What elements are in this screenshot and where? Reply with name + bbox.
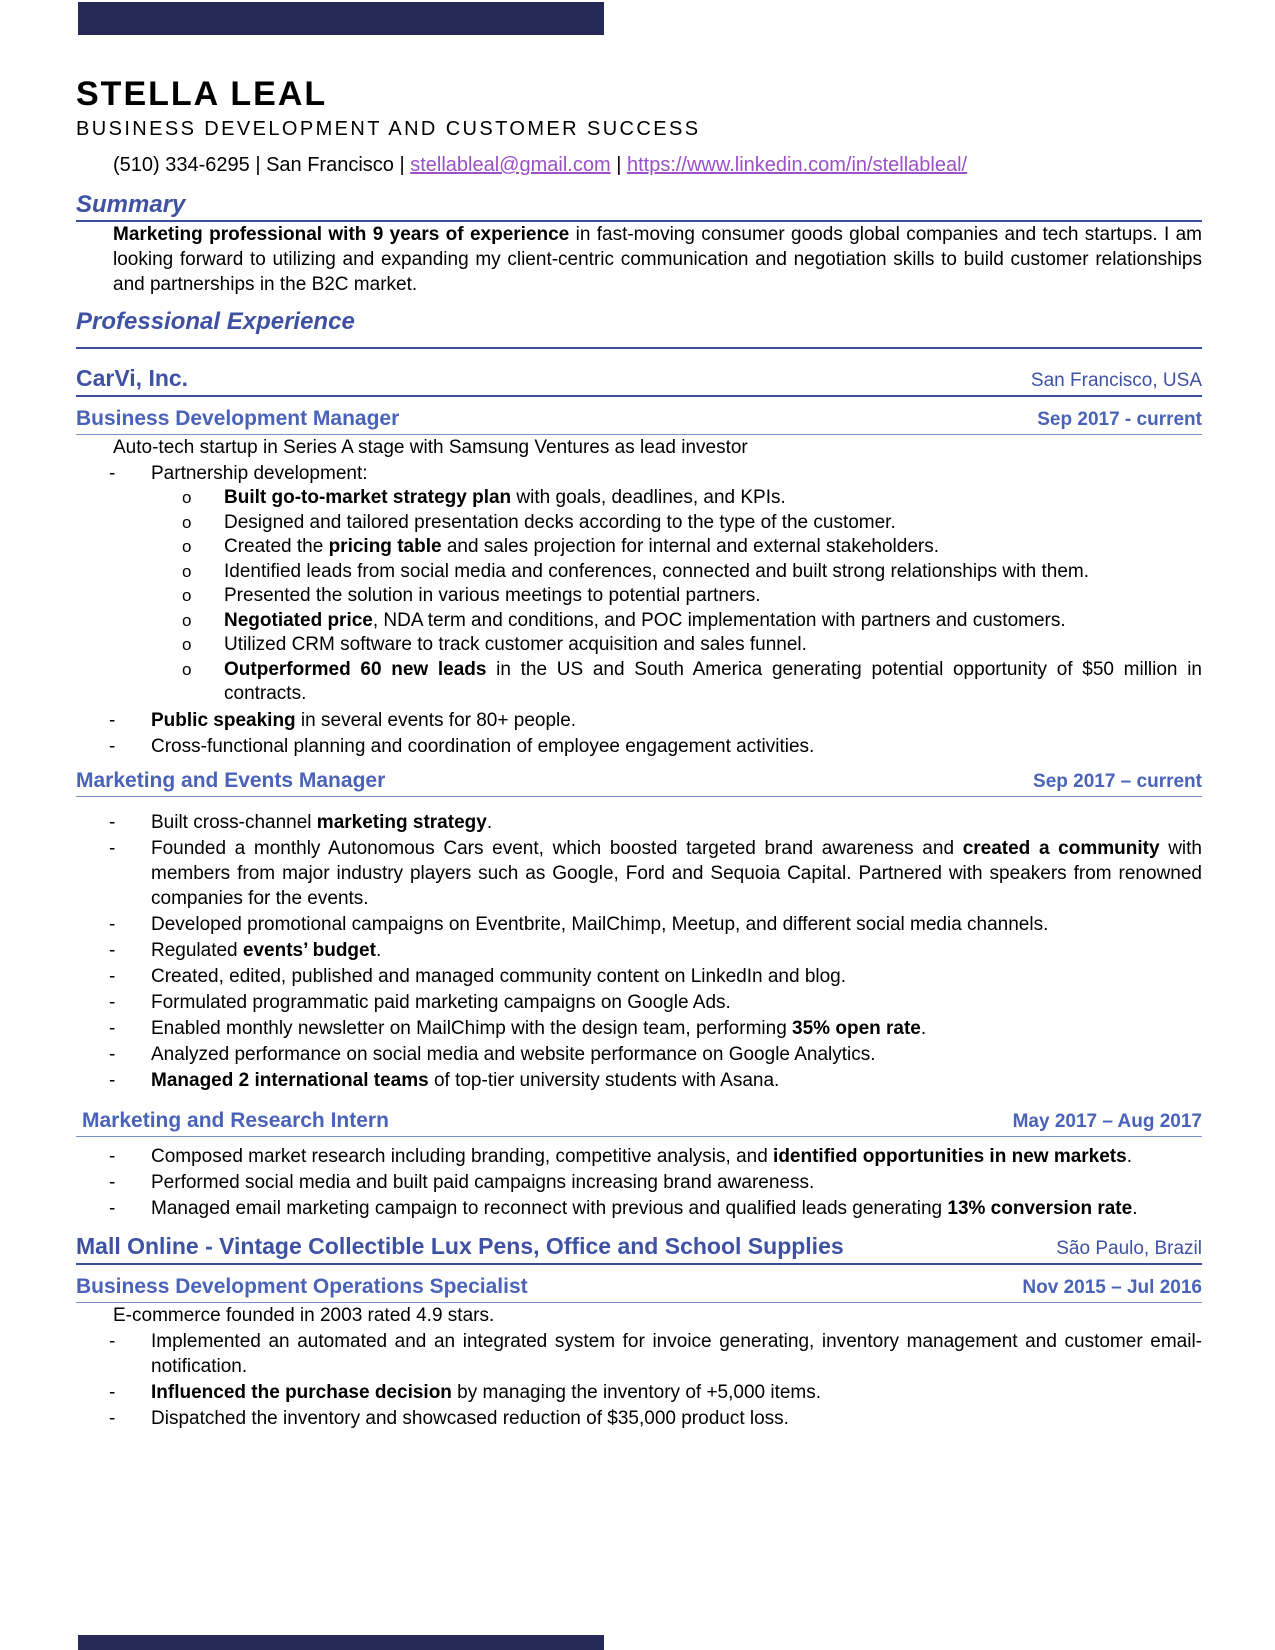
dash-marker: - [109, 1197, 116, 1219]
candidate-name: STELLA LEAL [76, 75, 328, 113]
role-title: Business Development Manager [76, 407, 400, 430]
item-text: . [920, 1017, 927, 1039]
phone-location: (510) 334-6295 | San Francisco | [113, 154, 405, 176]
list-item [76, 810, 1202, 835]
summary-lead: Marketing professional with 9 years of experience [113, 224, 570, 245]
sub-list-item [76, 560, 1202, 585]
list-item [76, 1170, 1202, 1195]
bold-text: Outperformed 60 new leads [224, 658, 487, 680]
list-item [76, 1068, 1202, 1093]
item-text: Managed email marketing campaign to reconnect with previous and qualified leads generating [151, 1197, 948, 1219]
experience-heading: Professional Experience [76, 307, 1202, 349]
item-text: Utilized CRM software to track customer acquisition and sales funnel. [224, 634, 807, 655]
linkedin-link[interactable]: https://www.linkedin.com/in/stellableal/ [626, 154, 968, 176]
footer-decor-bar [78, 1635, 604, 1650]
list-item [76, 461, 1202, 486]
circle-marker: o [182, 586, 192, 605]
spacer [76, 797, 1202, 809]
item-text: with goals, deadlines, and KPIs. [511, 487, 786, 508]
company-name: CarVi, Inc. [76, 365, 189, 391]
list-item [76, 708, 1202, 733]
sub-list-item [76, 633, 1202, 658]
circle-marker: o [182, 561, 192, 581]
item-text: . [1132, 1197, 1138, 1219]
item-text: in the US and South America generating potential opportunity of $50 million in contracts. [224, 658, 1202, 704]
item-text: and sales projection for internal and external stakeholders. [441, 536, 940, 557]
circle-marker: o [182, 635, 192, 654]
email-link[interactable]: stellableal@gmail.com [410, 154, 611, 176]
company-location: São Paulo, Brazil [1056, 1237, 1202, 1259]
item-text: Developed promotional campaigns on Eventbrite, MailChimp, Meetup, and different social media channels. [151, 913, 1049, 935]
item-text: by managing the inventory of +5,000 items. [451, 1381, 822, 1403]
item-text: , NDA term and conditions, and POC implementation with partners and customers. [372, 609, 1066, 631]
item-text: Created the [224, 536, 329, 557]
role-bdos [76, 1273, 1202, 1303]
list-item [76, 938, 1202, 963]
item-text: Built cross-channel [151, 811, 317, 833]
resume-page [76, 72, 1202, 1431]
dash-marker: - [109, 1145, 116, 1167]
sub-list-item [76, 584, 1202, 609]
role-bdm [76, 405, 1202, 435]
list-item [76, 990, 1202, 1015]
item-text: . [486, 811, 493, 833]
dash-marker: - [109, 1017, 116, 1039]
dash-marker: - [109, 913, 116, 935]
list-item [76, 1042, 1202, 1067]
role-dates: Nov 2015 – Jul 2016 [1022, 1276, 1202, 1298]
dash-marker: - [109, 991, 116, 1013]
company-mall-online [76, 1231, 1202, 1265]
item-text: Founded a monthly Autonomous Cars event, which boosted targeted brand awareness and [151, 837, 963, 859]
role-title: Marketing and Research Intern [82, 1108, 389, 1132]
list-item-text: Partnership development: [151, 463, 368, 484]
list-item [76, 734, 1202, 759]
list-item [76, 1380, 1202, 1405]
item-text: Identified leads from social media and conferences, connected and built strong relationships with them. [224, 560, 1089, 582]
item-text: Performed social media and built paid campaigns increasing brand awareness. [151, 1171, 815, 1193]
bold-text: events’ budget [242, 939, 376, 961]
summary-text [113, 222, 1202, 297]
item-text: in several events for 80+ people. [295, 709, 577, 731]
dash-marker: - [109, 1381, 116, 1403]
candidate-title: BUSINESS DEVELOPMENT AND CUSTOMER SUCCESS [76, 118, 701, 140]
circle-marker: o [182, 610, 192, 630]
dash-marker: - [109, 1171, 116, 1193]
list-item [76, 964, 1202, 989]
bold-text: Public speaking [151, 709, 296, 731]
summary-body: in fast-moving consumer goods global companies and tech startups. I am looking forward to utilizing and expanding my client-centric communication and negotiation skills to build customer relationships and partnerships in the B2C market. [113, 224, 1202, 295]
role-dates: Sep 2017 - current [1037, 409, 1202, 430]
sub-list-item [76, 535, 1202, 560]
dash-marker: - [109, 1069, 116, 1091]
spacer [76, 1093, 1202, 1099]
bold-text: Influenced the purchase decision [151, 1381, 452, 1403]
dash-marker: - [109, 965, 116, 987]
sub-list-item [76, 511, 1202, 536]
list-item [76, 1016, 1202, 1041]
dash-marker: - [109, 1330, 116, 1352]
list-item [76, 1329, 1202, 1379]
contact-line [113, 152, 1202, 178]
role-title: Business Development Operations Specialist [76, 1274, 528, 1298]
company-location: San Francisco, USA [1030, 370, 1202, 391]
role-mem [76, 767, 1202, 797]
item-text: . [375, 939, 382, 961]
list-item [76, 1196, 1202, 1221]
list-item [76, 836, 1202, 911]
item-text: Implemented an automated and an integrated system for invoice generating, inventory management and customer email-notification. [151, 1330, 1202, 1377]
item-text: Formulated programmatic paid marketing campaigns on Google Ads. [151, 991, 731, 1013]
bold-text: Negotiated price [224, 609, 373, 631]
dash-marker: - [109, 463, 116, 484]
item-text: Dispatched the inventory and showcased reduction of $35,000 product loss. [151, 1407, 789, 1429]
summary-heading: Summary [76, 190, 1202, 222]
spacer [76, 1137, 1202, 1143]
item-text: . [1126, 1145, 1132, 1167]
dash-marker: - [109, 837, 116, 859]
item-text: Cross-functional planning and coordination of employee engagement activities. [151, 735, 815, 757]
bold-text: identified opportunities in new markets [773, 1145, 1127, 1167]
item-text: of top-tier university students with Asana. [428, 1069, 780, 1091]
role-description: E-commerce founded in 2003 rated 4.9 stars. [113, 1304, 495, 1326]
bold-text: Managed 2 international teams [151, 1069, 429, 1091]
item-text: Enabled monthly newsletter on MailChimp with the design team, performing [151, 1017, 793, 1039]
dash-marker: - [109, 735, 116, 757]
item-text: Presented the solution in various meetings to potential partners. [224, 585, 761, 606]
dash-marker: - [109, 811, 116, 833]
item-text: Regulated [151, 939, 243, 961]
circle-marker: o [182, 537, 192, 556]
company-carvi [76, 363, 1202, 397]
list-item [76, 1144, 1202, 1169]
item-text: Analyzed performance on social media and website performance on Google Analytics. [151, 1043, 876, 1065]
role-dates: Sep 2017 – current [1033, 770, 1202, 792]
list-item [76, 1406, 1202, 1431]
company-name: Mall Online - Vintage Collectible Lux Pens, Office and School Supplies [76, 1232, 844, 1259]
item-text: Composed market research including branding, competitive analysis, and [151, 1145, 774, 1167]
list-item [76, 912, 1202, 937]
dash-marker: - [109, 1043, 116, 1065]
role-description: Auto-tech startup in Series A stage with Samsung Ventures as lead investor [113, 437, 748, 458]
bold-text: pricing table [328, 536, 442, 557]
header-decor-bar [78, 2, 604, 35]
bold-text: created a community [962, 837, 1160, 859]
sub-list-item [76, 486, 1202, 511]
sub-list-item [76, 658, 1202, 707]
circle-marker: o [182, 488, 192, 507]
bold-text: 35% open rate [792, 1017, 921, 1039]
bold-text: marketing strategy [316, 811, 487, 833]
role-dates: May 2017 – Aug 2017 [1012, 1110, 1202, 1132]
role-title: Marketing and Events Manager [76, 768, 386, 792]
contact-separator: | [616, 154, 622, 176]
dash-marker: - [109, 709, 116, 731]
item-text: Designed and tailored presentation decks according to the type of the customer. [224, 511, 896, 533]
dash-marker: - [109, 1407, 116, 1429]
circle-marker: o [182, 512, 192, 532]
item-text: with members from major industry players such as Google, Ford and Sequoia Capital. Partnered with speakers from renowned companies for the events. [151, 837, 1202, 909]
circle-marker: o [182, 659, 192, 679]
role-intern [76, 1107, 1202, 1137]
bold-text: Built go-to-market strategy plan [224, 487, 512, 508]
sub-list-item [76, 609, 1202, 634]
dash-marker: - [109, 939, 116, 961]
item-text: Created, edited, published and managed community content on LinkedIn and blog. [151, 965, 847, 987]
bold-text: 13% conversion rate [947, 1197, 1133, 1219]
